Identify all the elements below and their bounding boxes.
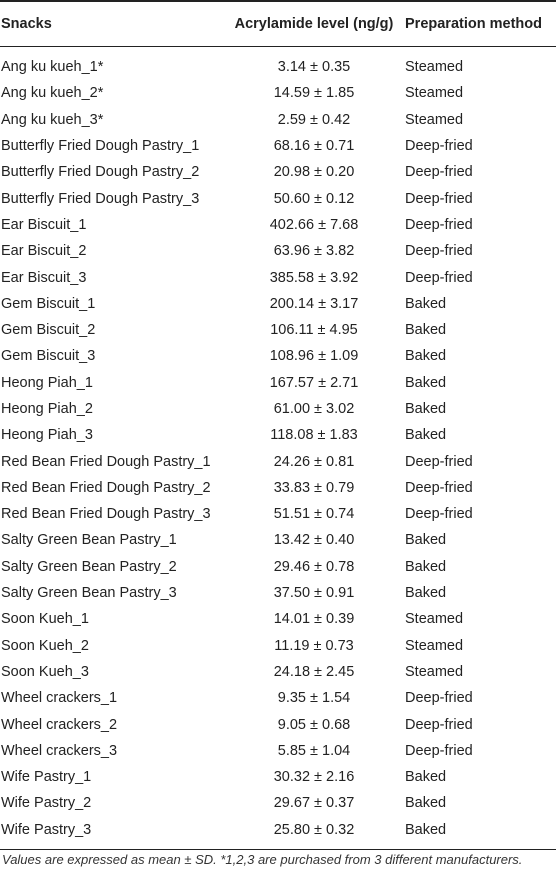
preparation-method-cell: Deep-fried [405,269,473,286]
snack-name-cell: Gem Biscuit_1 [1,295,96,312]
snack-name-cell: Salty Green Bean Pastry_1 [1,532,177,549]
acrylamide-level-cell: 29.67 ± 0.37 [273,795,355,812]
acrylamide-level-cell: 106.11 ± 4.95 [270,322,358,339]
header-preparation-method: Preparation method [405,16,542,32]
acrylamide-level-cell: 3.14 ± 0.35 [277,59,351,76]
table-row [0,527,556,553]
table-row [0,343,556,369]
snack-name-cell: Salty Green Bean Pastry_3 [1,585,177,602]
preparation-method-cell: Deep-fried [405,453,473,470]
snack-name-cell: Ang ku kueh_1* [1,59,104,76]
acrylamide-level-cell: 63.96 ± 3.82 [273,243,355,260]
header-acrylamide-level: Acrylamide level (ng/g) [234,16,394,32]
table-row [0,738,556,764]
snack-name-cell: Ear Biscuit_1 [1,216,87,233]
preparation-method-cell: Steamed [405,663,464,680]
acrylamide-level-cell: 20.98 ± 0.20 [273,164,355,181]
preparation-method-cell: Deep-fried [405,690,473,707]
snack-name-cell: Red Bean Fried Dough Pastry_1 [1,453,211,470]
preparation-method-cell: Baked [405,374,447,391]
acrylamide-level-cell: 14.01 ± 0.39 [273,611,355,628]
acrylamide-level-cell: 13.42 ± 0.40 [273,532,355,549]
table-row [0,606,556,632]
acrylamide-level-cell: 167.57 ± 2.71 [269,374,359,391]
preparation-method-cell: Baked [405,322,447,339]
preparation-method-cell: Baked [405,769,447,786]
snack-name-cell: Ear Biscuit_2 [1,243,87,260]
preparation-method-cell: Steamed [405,637,464,654]
table-row [0,291,556,317]
snack-name-cell: Heong Piah_3 [1,427,93,444]
table-row [0,475,556,501]
table-row [0,396,556,422]
snack-name-cell: Wife Pastry_1 [1,769,92,786]
table-row [0,554,556,580]
acrylamide-level-cell: 29.46 ± 0.78 [273,558,355,575]
snack-name-cell: Butterfly Fried Dough Pastry_2 [1,164,200,181]
table-row [0,159,556,185]
acrylamide-level-cell: 385.58 ± 3.92 [269,269,359,286]
snack-name-cell: Wheel crackers_1 [1,690,118,707]
snack-name-cell: Soon Kueh_3 [1,663,89,680]
table-row [0,107,556,133]
snack-name-cell: Gem Biscuit_2 [1,322,96,339]
table-row [0,317,556,343]
snack-name-cell: Wife Pastry_2 [1,795,92,812]
acrylamide-level-cell: 14.59 ± 1.85 [273,85,355,102]
preparation-method-cell: Baked [405,532,447,549]
acrylamide-level-cell: 118.08 ± 1.83 [270,427,358,444]
acrylamide-level-cell: 5.85 ± 1.04 [277,742,351,759]
table-row [0,212,556,238]
preparation-method-cell: Steamed [405,111,464,128]
preparation-method-cell: Baked [405,427,447,444]
acrylamide-level-cell: 50.60 ± 0.12 [273,190,355,207]
table-row [0,47,556,81]
preparation-method-cell: Deep-fried [405,190,473,207]
table-footnote: Values are expressed as mean ± SD. *1,2,3 are purchased from 3 different manufacturers. [2,852,523,867]
preparation-method-cell: Steamed [405,611,464,628]
snack-name-cell: Butterfly Fried Dough Pastry_3 [1,190,200,207]
table-row [0,185,556,211]
header-snacks: Snacks [1,16,52,32]
table-row [0,817,556,850]
table-row [0,764,556,790]
table-row [0,711,556,737]
snack-name-cell: Heong Piah_2 [1,401,93,417]
preparation-method-cell: Deep-fried [405,164,473,181]
table-row [0,659,556,685]
preparation-method-cell: Baked [405,821,447,838]
snack-name-cell: Salty Green Bean Pastry_2 [1,558,177,575]
table-row [0,633,556,659]
snack-name-cell: Butterfly Fried Dough Pastry_1 [1,138,200,155]
snack-name-cell: Gem Biscuit_3 [1,348,96,365]
acrylamide-level-cell: 200.14 ± 3.17 [269,295,359,312]
preparation-method-cell: Baked [405,401,447,417]
preparation-method-cell: Deep-fried [405,716,473,733]
preparation-method-cell: Deep-fried [405,138,473,155]
table-row [0,80,556,106]
acrylamide-level-cell: 24.18 ± 2.45 [273,663,355,680]
snack-name-cell: Ang ku kueh_2* [1,85,104,102]
preparation-method-cell: Baked [405,585,447,602]
acrylamide-level-cell: 402.66 ± 7.68 [269,216,359,233]
preparation-method-cell: Baked [405,558,447,575]
snack-name-cell: Red Bean Fried Dough Pastry_2 [1,479,211,496]
acrylamide-level-cell: 51.51 ± 0.74 [273,506,355,523]
table-row [0,133,556,159]
acrylamide-level-cell: 108.96 ± 1.09 [269,348,359,365]
acrylamide-level-cell: 37.50 ± 0.91 [273,585,355,602]
acrylamide-level-cell: 25.80 ± 0.32 [273,821,355,838]
snack-name-cell: Wheel crackers_3 [1,742,118,759]
table-row [0,580,556,606]
acrylamide-level-cell: 68.16 ± 0.71 [273,138,355,155]
preparation-method-cell: Deep-fried [405,742,473,759]
acrylamide-level-cell: 33.83 ± 0.79 [273,479,355,496]
table-row [0,448,556,474]
table-row [0,238,556,264]
header-row [0,1,556,47]
acrylamide-level-cell: 24.26 ± 0.81 [273,453,355,470]
preparation-method-cell: Baked [405,295,447,312]
acrylamide-level-cell: 2.59 ± 0.42 [277,111,351,128]
preparation-method-cell: Baked [405,795,447,812]
snack-name-cell: Soon Kueh_1 [1,611,89,628]
acrylamide-level-cell: 30.32 ± 2.16 [273,769,355,786]
preparation-method-cell: Steamed [405,85,464,102]
snack-name-cell: Ang ku kueh_3* [1,111,104,128]
preparation-method-cell: Steamed [405,59,464,76]
preparation-method-cell: Deep-fried [405,243,473,260]
preparation-method-cell: Deep-fried [405,506,473,523]
snack-name-cell: Heong Piah_1 [1,374,93,391]
acrylamide-level-cell: 9.35 ± 1.54 [277,690,351,707]
table-row [0,370,556,396]
table-row [0,422,556,448]
table-header [0,1,556,47]
table-body [0,47,556,850]
acrylamide-level-cell: 11.19 ± 0.73 [274,637,354,654]
preparation-method-cell: Deep-fried [405,216,473,233]
snack-name-cell: Wife Pastry_3 [1,821,92,838]
table-row [0,790,556,816]
table-row [0,685,556,711]
table-row [0,264,556,290]
acrylamide-level-cell: 9.05 ± 0.68 [277,716,351,733]
table-row [0,501,556,527]
preparation-method-cell: Baked [405,348,447,365]
snack-name-cell: Ear Biscuit_3 [1,269,87,286]
snack-name-cell: Wheel crackers_2 [1,716,118,733]
preparation-method-cell: Deep-fried [405,479,473,496]
snack-name-cell: Red Bean Fried Dough Pastry_3 [1,506,211,523]
acrylamide-level-cell: 61.00 ± 3.02 [273,401,355,417]
snack-name-cell: Soon Kueh_2 [1,637,89,654]
